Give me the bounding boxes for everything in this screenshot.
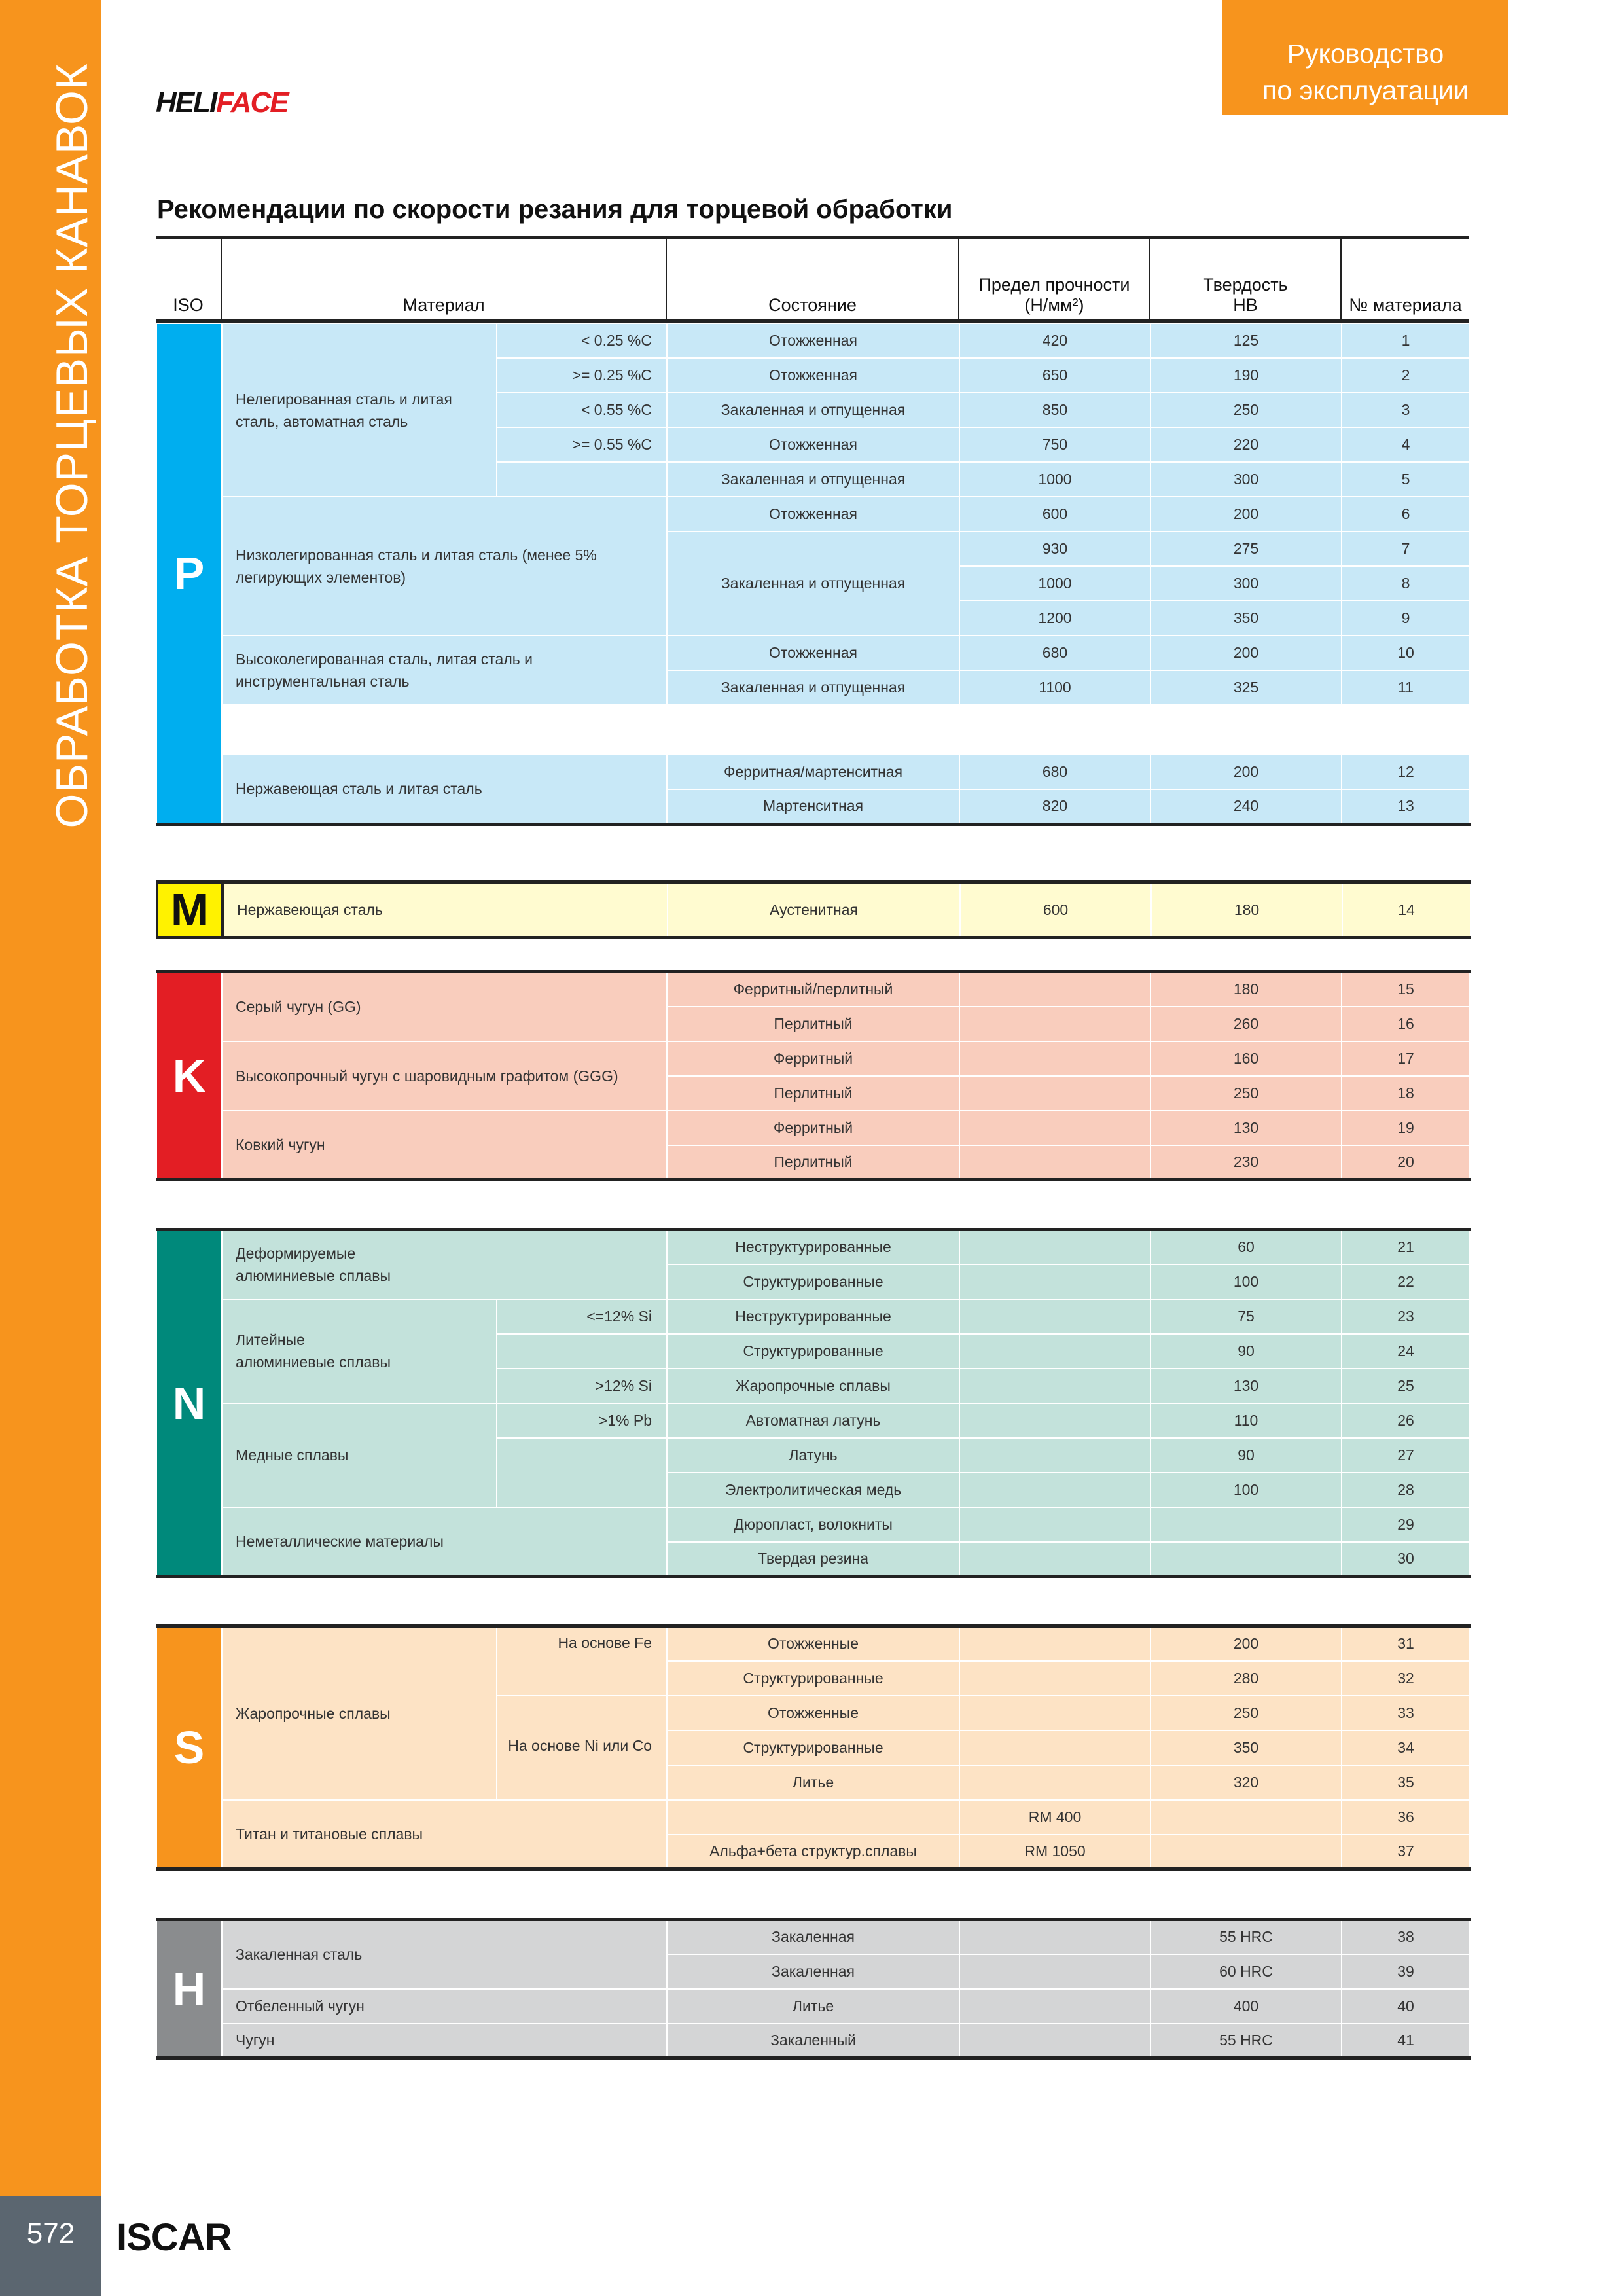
condition-cell: Структурированные [667,1334,959,1369]
qualifier-empty [497,462,667,497]
iso-s-label: S [156,1626,222,1869]
condition-cell: Закаленная и отпущенная [667,393,959,427]
strength-cell: 650 [959,358,1150,393]
condition-cell: Латунь [667,1438,959,1473]
hardness-cell: 275 [1150,531,1342,566]
header-hardness-line2: HB [1233,295,1258,315]
condition-cell: Закаленная [667,1954,959,1989]
strength-cell: 600 [960,882,1151,938]
number-cell: 40 [1342,1989,1470,2024]
number-cell: 9 [1342,601,1470,636]
condition-cell: Закаленная [667,1920,959,1954]
material-label: Ковкий чугун [222,1111,667,1180]
condition-cell: Ферритный [667,1041,959,1076]
number-cell: 4 [1342,427,1470,462]
material-label-line1: Деформируемые [236,1245,356,1263]
material-label: Жаропрочные сплавы [222,1626,497,1800]
strength-cell [959,1731,1150,1765]
material-label: Титан и титановые сплавы [222,1800,667,1869]
number-cell: 24 [1342,1334,1470,1369]
manual-label-line2: по эксплуатации [1262,75,1469,105]
condition-cell [667,1800,959,1835]
strength-cell [959,1542,1150,1577]
strength-cell: 420 [959,323,1150,358]
hardness-cell: 180 [1151,882,1342,938]
strength-cell: 820 [959,789,1150,824]
number-cell: 3 [1342,393,1470,427]
hardness-cell: 100 [1150,1473,1342,1507]
iso-h-label: H [156,1920,222,2058]
condition-cell: Мартенситная [667,789,959,824]
header-number: № материала [1341,238,1469,321]
group-h-table [156,1918,1471,2060]
number-cell: 7 [1342,531,1470,566]
material-label: Низколегированная сталь и литая сталь (менее 5% легирующих элементов) [222,497,667,636]
number-cell: 8 [1342,566,1470,601]
header-hardness [1150,238,1341,321]
hardness-cell: 75 [1150,1299,1342,1334]
hardness-cell: 200 [1150,1626,1342,1661]
number-cell: 26 [1342,1403,1470,1438]
hardness-cell: 220 [1150,427,1342,462]
qualifier: < 0.55 %C [497,393,667,427]
number-cell: 11 [1342,670,1470,705]
strength-cell [959,1438,1150,1473]
qualifier: >1% Pb [497,1403,667,1438]
number-cell: 18 [1342,1076,1470,1111]
hardness-cell [1150,1507,1342,1542]
material-label: Нелегированная сталь и литая сталь, автоматная сталь [222,323,497,497]
hardness-cell: 160 [1150,1041,1342,1076]
number-cell: 37 [1342,1835,1470,1869]
hardness-cell: 230 [1150,1145,1342,1180]
number-cell: 36 [1342,1800,1470,1835]
qualifier-empty [497,1438,667,1507]
condition-cell: Отожженные [667,1626,959,1661]
group-p-table [156,323,1471,826]
logo-part-b: FACE [216,86,288,118]
condition-cell: Литье [667,1989,959,2024]
qualifier: <=12% Si [497,1299,667,1334]
strength-cell [959,1369,1150,1403]
hardness-cell: 125 [1150,323,1342,358]
strength-cell [959,1626,1150,1661]
number-cell: 27 [1342,1438,1470,1473]
strength-cell: RM 1050 [959,1835,1150,1869]
number-cell: 14 [1342,882,1471,938]
condition-cell: Отожженная [667,323,959,358]
material-label: Отбеленный чугун [222,1989,667,2024]
material-label: Нержавеющая сталь [223,882,668,938]
condition-cell: Перлитный [667,1007,959,1041]
material-label: Нержавеющая сталь и литая сталь [222,755,667,824]
condition-cell: Структурированные [667,1661,959,1696]
material-label-line2: алюминиевые сплавы [236,1267,391,1285]
strength-cell [959,1473,1150,1507]
heliface-logo [156,86,288,119]
number-cell: 22 [1342,1265,1470,1299]
condition-cell: Структурированные [667,1265,959,1299]
condition-cell: Закаленный [667,2024,959,2058]
condition-cell: Отожженные [667,1696,959,1731]
material-label: Закаленная сталь [222,1920,667,1989]
condition-cell: Ферритный [667,1111,959,1145]
hardness-cell: 200 [1150,636,1342,670]
hardness-cell: 110 [1150,1403,1342,1438]
strength-cell [959,2024,1150,2058]
strength-cell: 930 [959,531,1150,566]
strength-cell [959,1661,1150,1696]
strength-cell: 680 [959,755,1150,789]
strength-cell [959,1403,1150,1438]
strength-cell: 680 [959,636,1150,670]
qualifier: >= 0.25 %C [497,358,667,393]
hardness-cell [1150,1800,1342,1835]
number-cell: 38 [1342,1920,1470,1954]
strength-cell: 600 [959,497,1150,531]
material-label: Неметаллические материалы [222,1507,667,1577]
condition-cell: Закаленная и отпущенная [667,670,959,705]
number-cell: 32 [1342,1661,1470,1696]
number-cell: 29 [1342,1507,1470,1542]
hardness-cell: 180 [1150,972,1342,1007]
hardness-cell: 250 [1150,1076,1342,1111]
condition-cell: Неструктурированные [667,1230,959,1265]
strength-cell [959,1507,1150,1542]
hardness-cell: 90 [1150,1334,1342,1369]
material-label-line1: Литейные [236,1331,305,1348]
hardness-cell [1150,1542,1342,1577]
section-title-vertical: ОБРАБОТКА ТОРЦЕВЫХ КАНАВОК [47,63,97,829]
group-k-table [156,970,1471,1181]
strength-cell: 1000 [959,566,1150,601]
condition-cell: Аустенитная [668,882,960,938]
hardness-cell: 250 [1150,1696,1342,1731]
hardness-cell: 200 [1150,497,1342,531]
strength-cell [959,1334,1150,1369]
strength-cell [959,1230,1150,1265]
condition-cell: Электролитическая медь [667,1473,959,1507]
strength-cell: 1100 [959,670,1150,705]
number-cell: 30 [1342,1542,1470,1577]
condition-cell: Твердая резина [667,1542,959,1577]
strength-cell [959,1145,1150,1180]
hardness-cell: 60 HRC [1150,1954,1342,1989]
spacer-row [222,705,1470,755]
hardness-cell [1150,1835,1342,1869]
material-label: Чугун [222,2024,667,2058]
header-strength [959,238,1150,321]
condition-cell: Альфа+бета структур.сплавы [667,1835,959,1869]
strength-cell [959,1076,1150,1111]
number-cell: 16 [1342,1007,1470,1041]
number-cell: 34 [1342,1731,1470,1765]
hardness-cell: 60 [1150,1230,1342,1265]
hardness-cell: 325 [1150,670,1342,705]
condition-cell: Структурированные [667,1731,959,1765]
condition-cell: Перлитный [667,1145,959,1180]
hardness-cell: 260 [1150,1007,1342,1041]
brand-logo-text: ISCAR [116,2216,232,2259]
strength-cell [959,1111,1150,1145]
number-cell: 41 [1342,2024,1470,2058]
group-m-table [156,880,1471,939]
hardness-cell: 190 [1150,358,1342,393]
hardness-cell: 200 [1150,755,1342,789]
condition-cell: Закаленная и отпущенная [667,531,959,636]
material-label: Серый чугун (GG) [222,972,667,1041]
strength-cell [959,972,1150,1007]
qualifier: < 0.25 %C [497,323,667,358]
number-cell: 5 [1342,462,1470,497]
material-label [222,1230,667,1299]
header-condition: Состояние [666,238,959,321]
iso-n-label: N [156,1230,222,1577]
material-label: Медные сплавы [222,1403,497,1507]
condition-cell: Неструктурированные [667,1299,959,1334]
number-cell: 13 [1342,789,1470,824]
number-cell: 2 [1342,358,1470,393]
number-cell: 33 [1342,1696,1470,1731]
number-cell: 21 [1342,1230,1470,1265]
hardness-cell: 55 HRC [1150,1920,1342,1954]
material-label-line2: алюминиевые сплавы [236,1354,391,1371]
strength-cell [959,1041,1150,1076]
page-heading: Рекомендации по скорости резания для торцевой обработки [157,195,953,224]
number-cell: 6 [1342,497,1470,531]
condition-cell: Отожженная [667,636,959,670]
strength-cell: 850 [959,393,1150,427]
strength-cell: 750 [959,427,1150,462]
condition-cell: Ферритный/перлитный [667,972,959,1007]
header-strength-line1: Предел прочности [978,275,1130,295]
strength-cell: 1200 [959,601,1150,636]
group-s-table [156,1624,1471,1871]
hardness-cell: 350 [1150,601,1342,636]
number-cell: 31 [1342,1626,1470,1661]
condition-cell: Перлитный [667,1076,959,1111]
condition-cell: Отожженная [667,358,959,393]
header-hardness-line1: Твердость [1203,275,1288,295]
hardness-cell: 130 [1150,1111,1342,1145]
number-cell: 25 [1342,1369,1470,1403]
hardness-cell: 300 [1150,566,1342,601]
qualifier: На основе Fe [497,1626,667,1696]
condition-cell: Автоматная латунь [667,1403,959,1438]
number-cell: 17 [1342,1041,1470,1076]
qualifier: >12% Si [497,1369,667,1403]
strength-cell [959,1954,1150,1989]
manual-tab [1222,0,1508,115]
iso-p-label: P [156,323,222,824]
hardness-cell: 55 HRC [1150,2024,1342,2058]
condition-cell: Закаленная и отпущенная [667,462,959,497]
header-strength-line2: (Н/мм²) [1024,295,1084,315]
strength-cell: RM 400 [959,1800,1150,1835]
qualifier: На основе Ni или Co [497,1696,667,1800]
strength-cell [959,1299,1150,1334]
hardness-cell: 130 [1150,1369,1342,1403]
strength-cell [959,1007,1150,1041]
hardness-cell: 350 [1150,1731,1342,1765]
number-cell: 1 [1342,323,1470,358]
strength-cell: 1000 [959,462,1150,497]
logo-part-a: HELI [156,86,217,118]
hardness-cell: 90 [1150,1438,1342,1473]
strength-cell [959,1765,1150,1800]
material-label: Высоколегированная сталь, литая сталь и инструментальная сталь [222,636,667,705]
number-cell: 28 [1342,1473,1470,1507]
table-header [156,236,1469,323]
number-cell: 19 [1342,1111,1470,1145]
hardness-cell: 240 [1150,789,1342,824]
iso-m-label: M [157,882,223,938]
hardness-cell: 100 [1150,1265,1342,1299]
page-number: 572 [26,2217,75,2250]
qualifier-empty [497,1334,667,1369]
header-iso: ISO [173,295,204,315]
number-cell: 23 [1342,1299,1470,1334]
hardness-cell: 250 [1150,393,1342,427]
hardness-cell: 320 [1150,1765,1342,1800]
manual-label-line1: Руководство [1287,39,1444,69]
condition-cell: Отожженная [667,497,959,531]
material-label [222,1299,497,1403]
header-material: Материал [221,238,666,321]
condition-cell: Дюропласт, волокниты [667,1507,959,1542]
number-cell: 20 [1342,1145,1470,1180]
number-cell: 39 [1342,1954,1470,1989]
condition-cell: Отожженная [667,427,959,462]
hardness-cell: 300 [1150,462,1342,497]
condition-cell: Литье [667,1765,959,1800]
group-n-table [156,1228,1471,1578]
iso-k-label: K [156,972,222,1180]
material-label: Высокопрочный чугун с шаровидным графитом (GGG) [222,1041,667,1111]
number-cell: 10 [1342,636,1470,670]
strength-cell [959,1920,1150,1954]
condition-cell: Жаропрочные сплавы [667,1369,959,1403]
strength-cell [959,1989,1150,2024]
number-cell: 15 [1342,972,1470,1007]
strength-cell [959,1265,1150,1299]
number-cell: 35 [1342,1765,1470,1800]
hardness-cell: 400 [1150,1989,1342,2024]
qualifier: >= 0.55 %C [497,427,667,462]
strength-cell [959,1696,1150,1731]
number-cell: 12 [1342,755,1470,789]
condition-cell: Ферритная/мартенситная [667,755,959,789]
hardness-cell: 280 [1150,1661,1342,1696]
